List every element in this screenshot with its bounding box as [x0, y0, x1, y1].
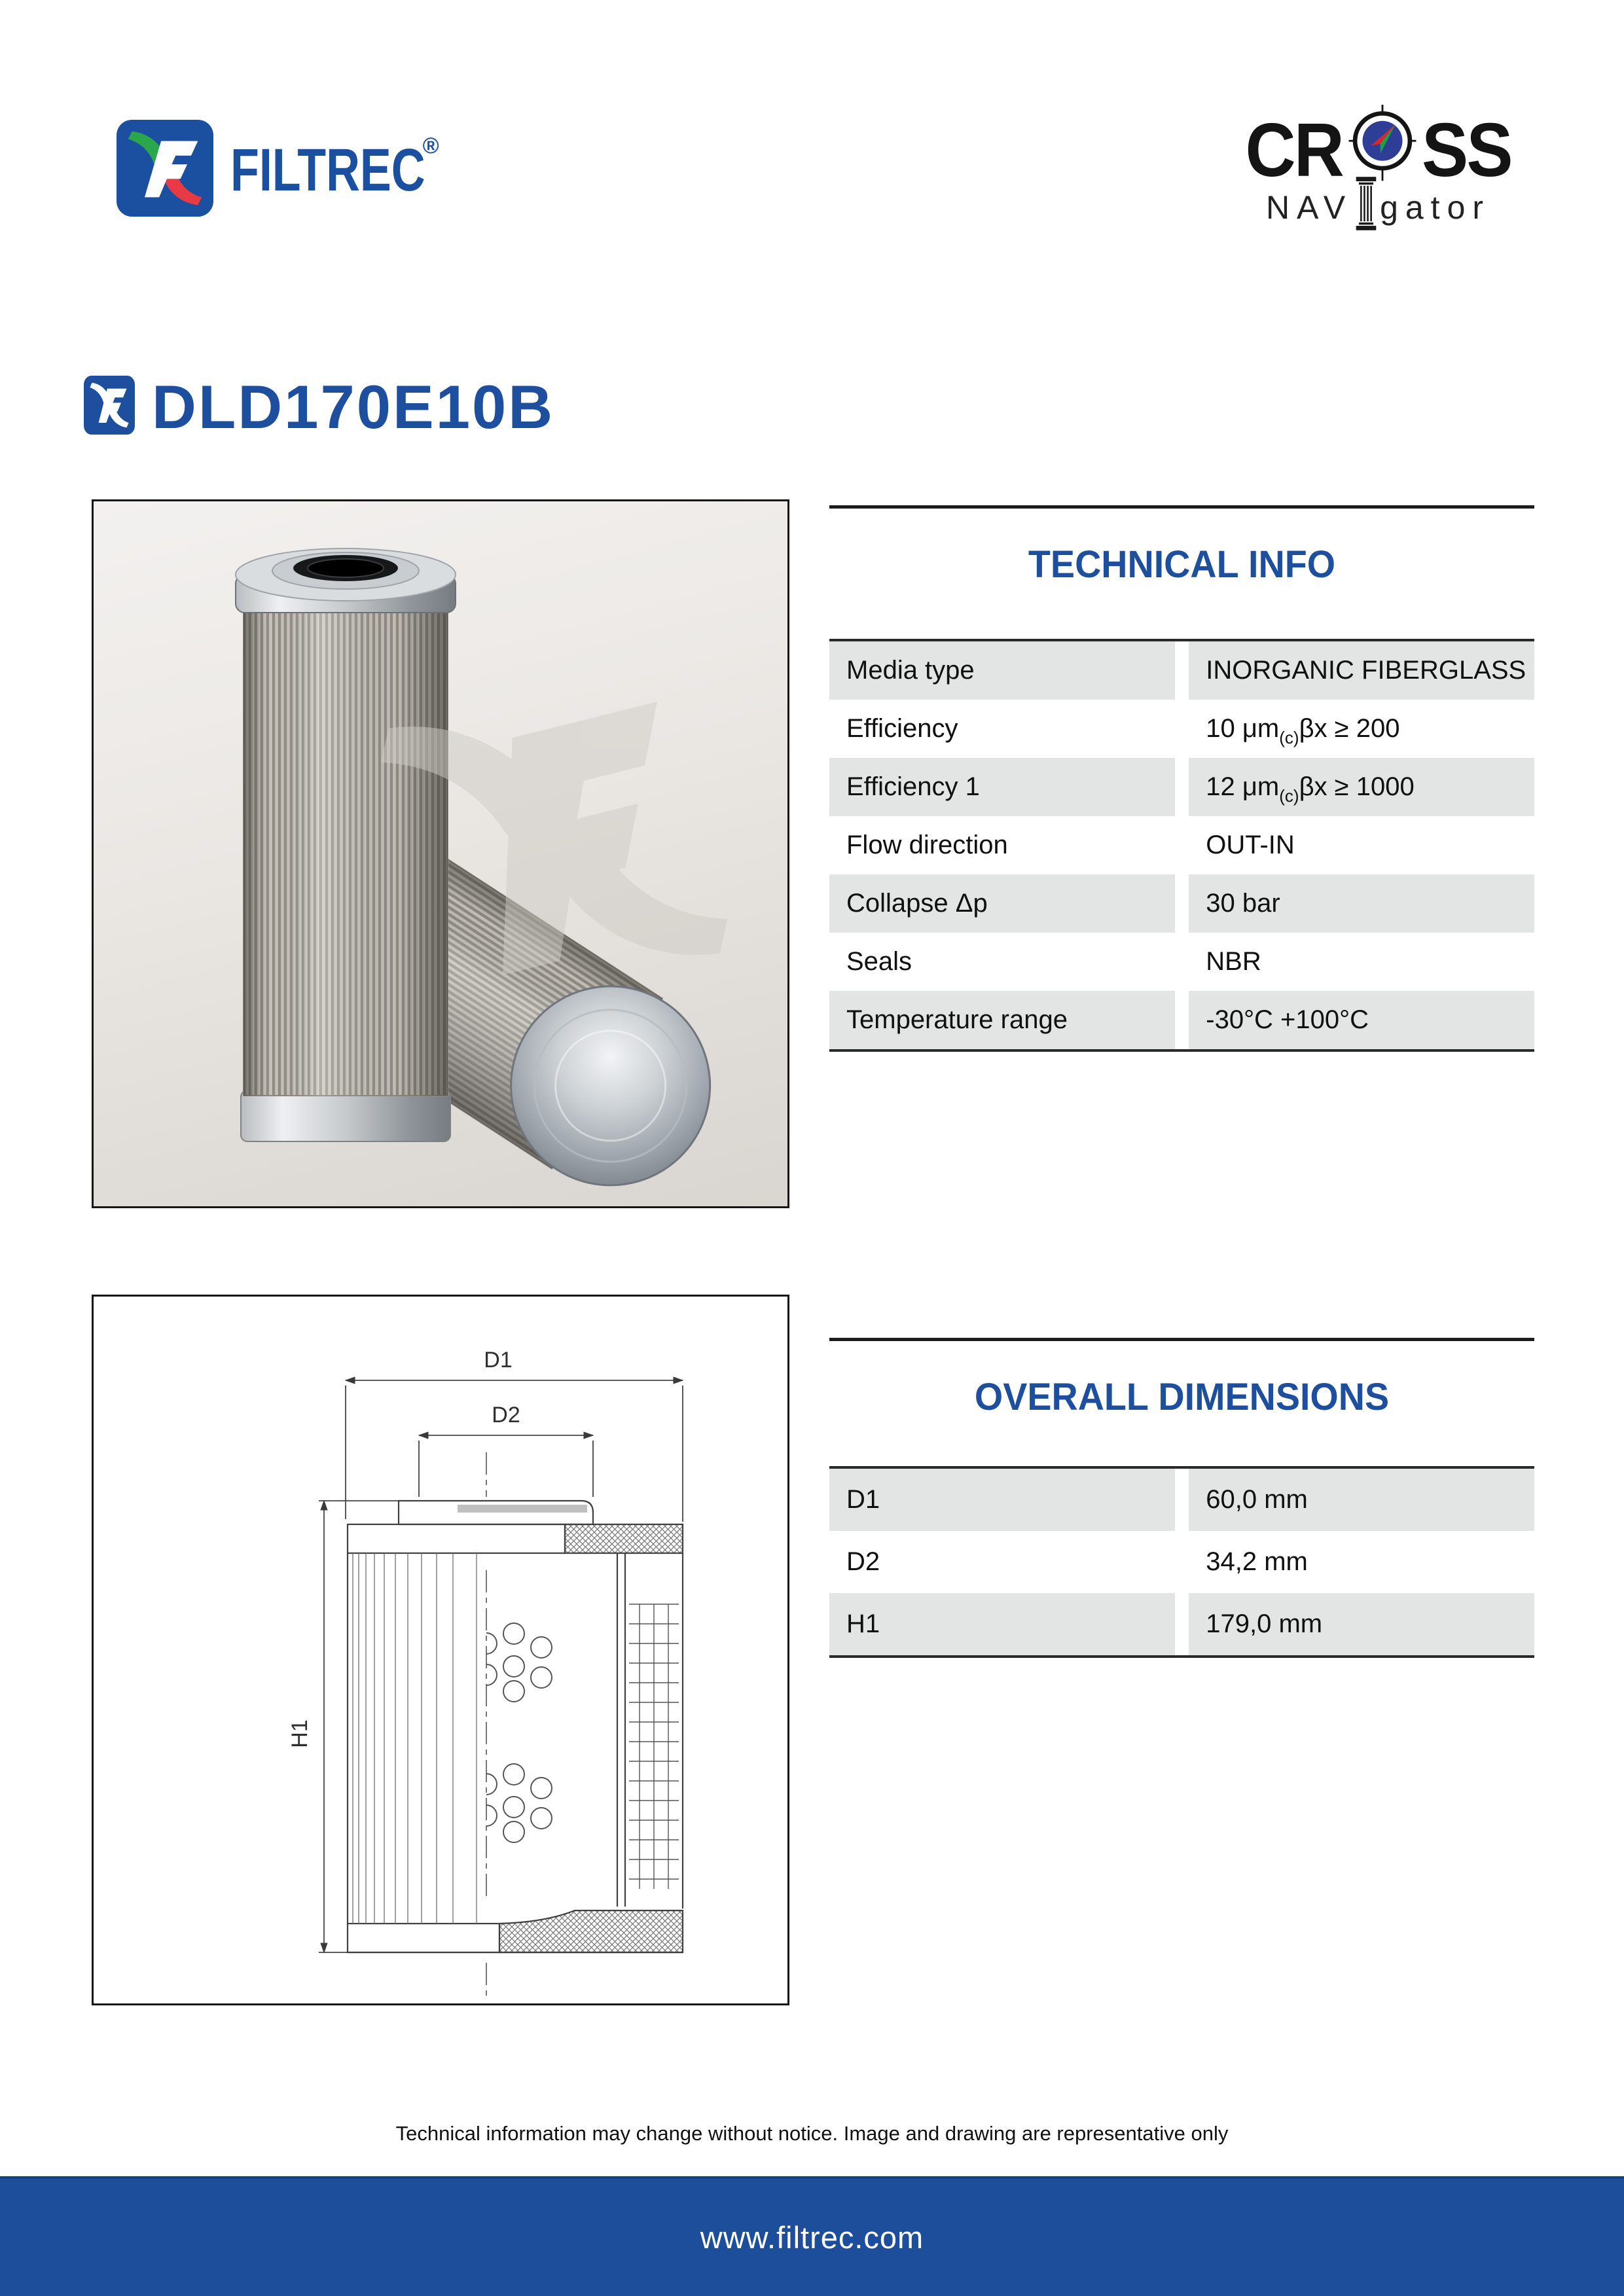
spec-label: Collapse Δp — [829, 874, 1175, 933]
cross-logo-cr: CR — [1245, 107, 1343, 192]
registered-trademark: ® — [422, 133, 439, 158]
column-gap — [1175, 700, 1189, 758]
spec-value: OUT-IN — [1206, 831, 1295, 859]
cross-logo-nav: NAV — [1265, 189, 1353, 226]
spec-label: Flow direction — [846, 831, 1008, 859]
column-gap — [1175, 1593, 1189, 1655]
spec-value: 10 μm (c) βx ≥ 200 — [1206, 714, 1400, 747]
filter-element-standing — [236, 548, 456, 1141]
column-gap — [1175, 1469, 1189, 1531]
product-title-row — [84, 372, 555, 441]
section-divider — [829, 505, 1534, 509]
spec-label: Media type — [829, 641, 1175, 700]
product-photo — [92, 499, 789, 1208]
spec-label: Efficiency — [846, 714, 958, 743]
column-gap — [1175, 991, 1189, 1049]
spec-label: Temperature range — [829, 991, 1175, 1049]
spec-value: 30 bar — [1189, 874, 1534, 933]
spec-row — [829, 933, 1534, 991]
column-gap — [1175, 1531, 1189, 1593]
spec-label: Seals — [846, 947, 912, 976]
spec-value: NBR — [1206, 947, 1261, 976]
spec-row — [829, 1469, 1534, 1531]
spec-row — [829, 758, 1534, 816]
cross-logo-ss: SS — [1421, 107, 1511, 192]
spec-row — [829, 1531, 1534, 1593]
column-gap — [1175, 933, 1189, 991]
section-divider — [829, 1338, 1534, 1341]
spec-row — [829, 991, 1534, 1049]
column-gap — [1175, 874, 1189, 933]
dimension-drawing — [92, 1295, 789, 2005]
spec-value: 34,2 mm — [1206, 1547, 1308, 1576]
drawing-label-h1: H1 — [287, 1719, 312, 1748]
spec-label: H1 — [829, 1593, 1175, 1655]
spec-row — [829, 874, 1534, 933]
drawing-label-d1: D1 — [484, 1348, 513, 1372]
overall-dimensions-section — [829, 1338, 1534, 1658]
disclaimer-text: Technical information may change without notice. Image and drawing are representative only — [395, 2122, 1229, 2145]
column-icon — [1352, 177, 1380, 238]
spec-value: -30°C +100°C — [1189, 991, 1534, 1049]
page-title: DLD170E10B — [152, 372, 555, 441]
spec-row — [829, 641, 1534, 700]
spec-label: Efficiency 1 — [829, 758, 1175, 816]
overall-dimensions-table — [829, 1466, 1534, 1658]
filtrec-f-mark-icon — [117, 120, 213, 220]
spec-label: D2 — [846, 1547, 880, 1576]
cross-navigator-logo — [1242, 105, 1514, 238]
cross-logo-gator: gator — [1380, 189, 1491, 226]
technical-info-title: TECHNICAL INFO — [1028, 543, 1336, 586]
spec-label: D1 — [829, 1469, 1175, 1531]
spec-row — [829, 816, 1534, 874]
website-link[interactable]: www.filtrec.com — [700, 2220, 924, 2255]
column-gap — [1175, 641, 1189, 700]
spec-value: 12 μm (c) βx ≥ 1000 — [1189, 758, 1534, 816]
overall-dimensions-title: OVERALL DIMENSIONS — [974, 1376, 1390, 1418]
spec-row — [829, 700, 1534, 758]
spec-value: 179,0 mm — [1189, 1593, 1534, 1655]
filtrec-logo — [117, 120, 439, 220]
column-gap — [1175, 816, 1189, 874]
footer-bar — [0, 2176, 1624, 2296]
spec-value: 60,0 mm — [1189, 1469, 1534, 1531]
spec-row — [829, 1593, 1534, 1655]
filtrec-f-mark-icon — [84, 376, 135, 438]
filtrec-wordmark: FILTREC — [230, 136, 425, 204]
technical-info-table — [829, 639, 1534, 1052]
column-gap — [1175, 758, 1189, 816]
drawing-label-d2: D2 — [492, 1403, 520, 1427]
spec-value: INORGANIC FIBERGLASS — [1189, 641, 1534, 700]
technical-info-section — [829, 505, 1534, 1052]
